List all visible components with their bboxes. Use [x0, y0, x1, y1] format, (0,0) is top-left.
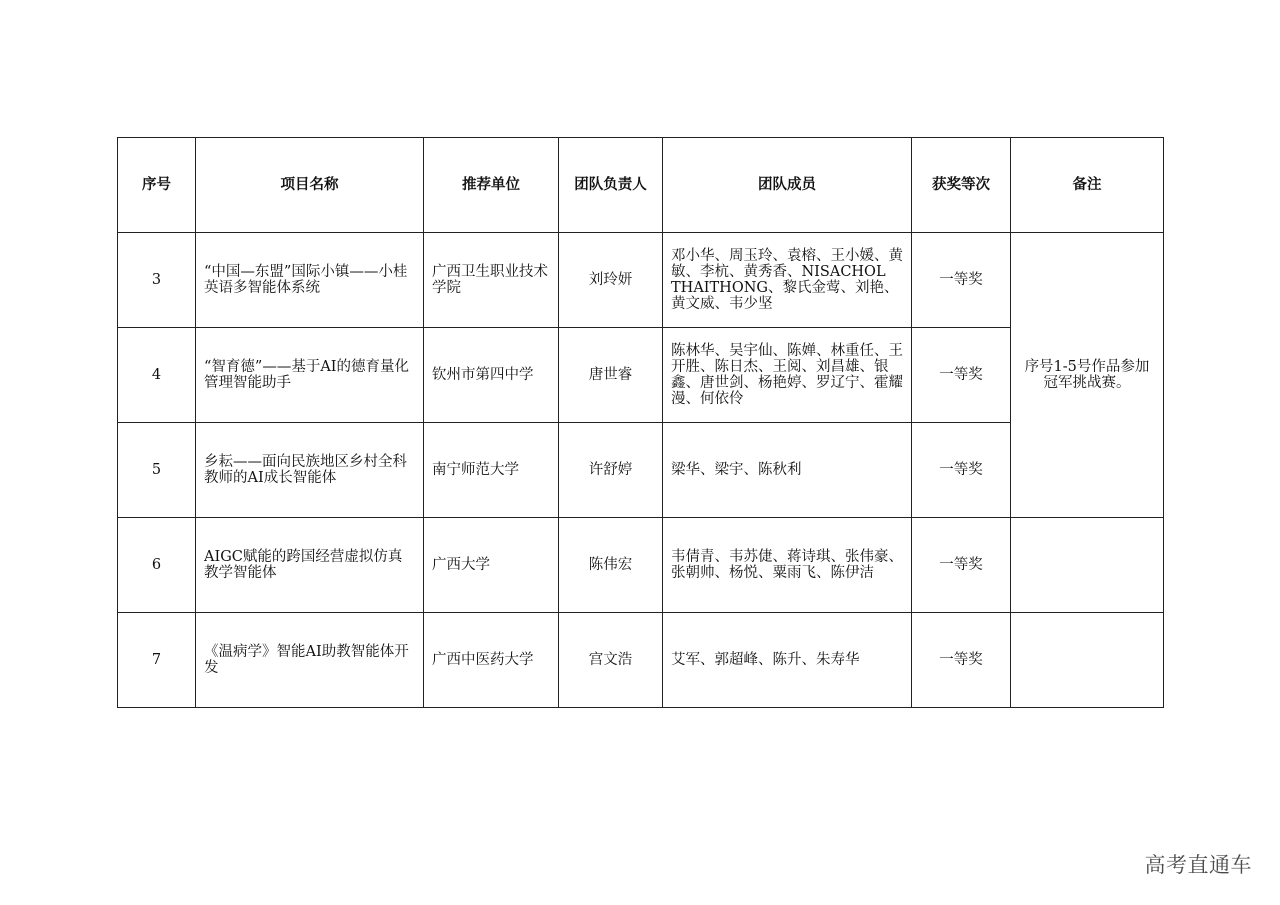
cell-members: 梁华、梁宇、陈秋利: [663, 423, 912, 518]
header-project: 项目名称: [196, 138, 424, 233]
table-row: [118, 233, 1164, 328]
cell-leader: 许舒婷: [559, 423, 663, 518]
cell-award: 一等奖: [912, 613, 1011, 708]
cell-note-merged: 序号1-5号作品参加冠军挑战赛。: [1011, 233, 1164, 518]
cell-award: 一等奖: [912, 233, 1011, 328]
header-leader: 团队负责人: [559, 138, 663, 233]
table-header-row: [118, 138, 1164, 233]
cell-members: 艾军、郭超峰、陈升、朱寿华: [663, 613, 912, 708]
table-row: [118, 423, 1164, 518]
cell-members: 陈林华、吴宇仙、陈婵、林重任、王开胜、陈日杰、王阅、刘昌雄、银鑫、唐世剑、杨艳婷、罗辽宁、霍耀漫、何依伶: [663, 328, 912, 423]
cell-project: “中国—东盟”国际小镇——小桂英语多智能体系统: [196, 233, 424, 328]
table-row: [118, 613, 1164, 708]
cell-unit: 南宁师范大学: [424, 423, 559, 518]
cell-no: 6: [118, 518, 196, 613]
cell-unit: 钦州市第四中学: [424, 328, 559, 423]
header-note: 备注: [1011, 138, 1164, 233]
header-unit: 推荐单位: [424, 138, 559, 233]
cell-project: 乡耘——面向民族地区乡村全科教师的AI成长智能体: [196, 423, 424, 518]
cell-leader: 陈伟宏: [559, 518, 663, 613]
cell-award: 一等奖: [912, 423, 1011, 518]
cell-no: 4: [118, 328, 196, 423]
cell-no: 3: [118, 233, 196, 328]
cell-members: 韦倩青、韦苏倢、蒋诗琪、张伟豪、张朝帅、杨悦、粟雨飞、陈伊洁: [663, 518, 912, 613]
cell-leader: 唐世睿: [559, 328, 663, 423]
cell-note: [1011, 613, 1164, 708]
cell-unit: 广西卫生职业技术学院: [424, 233, 559, 328]
cell-unit: 广西中医药大学: [424, 613, 559, 708]
cell-leader: 宫文浩: [559, 613, 663, 708]
cell-project: AIGC赋能的跨国经营虚拟仿真教学智能体: [196, 518, 424, 613]
cell-leader: 刘玲妍: [559, 233, 663, 328]
cell-award: 一等奖: [912, 518, 1011, 613]
cell-no: 5: [118, 423, 196, 518]
cell-project: “智育德”——基于AI的德育量化管理智能助手: [196, 328, 424, 423]
header-members: 团队成员: [663, 138, 912, 233]
cell-project: 《温病学》智能AI助教智能体开发: [196, 613, 424, 708]
awards-table: [117, 137, 1164, 708]
cell-unit: 广西大学: [424, 518, 559, 613]
cell-no: 7: [118, 613, 196, 708]
watermark-text: 高考直通车: [1144, 853, 1252, 877]
table-row: [118, 328, 1164, 423]
table-row: [118, 518, 1164, 613]
cell-note: [1011, 518, 1164, 613]
header-award: 获奖等次: [912, 138, 1011, 233]
cell-members: 邓小华、周玉玲、袁榕、王小媛、黄敏、李杭、黄秀香、NISACHOL THAITHONG、黎氏金莺、刘艳、黄文威、韦少坚: [663, 233, 912, 328]
cell-award: 一等奖: [912, 328, 1011, 423]
header-no: 序号: [118, 138, 196, 233]
